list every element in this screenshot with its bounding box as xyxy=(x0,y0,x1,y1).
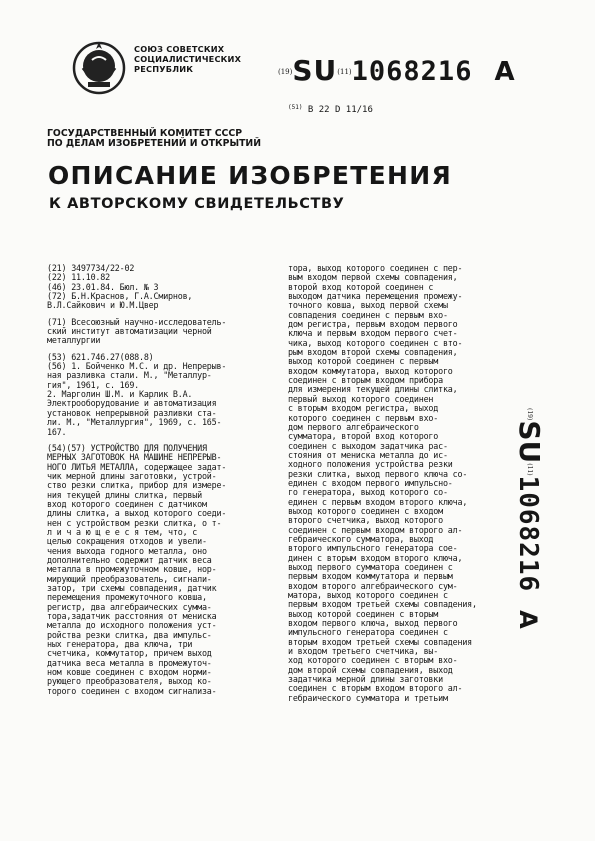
text-line: ство резки слитка, прибор для измере- xyxy=(47,480,227,491)
abstract-text xyxy=(47,444,287,696)
applicant-line: ский институт автоматизации черной xyxy=(47,326,212,337)
text-line: целью сокращения отходов и увели- xyxy=(47,536,207,547)
document-subtitle: К АВТОРСКОМУ СВИДЕТЕЛЬСТВУ xyxy=(49,196,345,212)
text-line: второй вход которой соединен с xyxy=(288,281,434,292)
side-patent-number: 1068216 xyxy=(513,475,543,593)
ussr-emblem-icon xyxy=(70,38,128,96)
claim-text xyxy=(288,264,524,703)
reference-line: ная разливка стали. М., "Металлур- xyxy=(47,370,212,381)
union-line: СОЮЗ СОВЕТСКИХ xyxy=(134,44,225,54)
text-line: ном ковше соединен с входом норми- xyxy=(47,667,212,678)
text-line: и входом третьего счетчика, вы- xyxy=(288,646,439,657)
text-line: единен с первым входом второго ключа, xyxy=(288,496,468,507)
text-line: точного ковша, выход первой схемы xyxy=(288,300,448,311)
text-line: сумматора, второй вход которого xyxy=(288,431,439,442)
text-line: матора, выход которого соединен с xyxy=(288,590,448,601)
text-line: первым входом третьей схемы совпадения, xyxy=(288,599,477,610)
text-line: длины слитка, а выход которого соеди- xyxy=(47,508,227,519)
text-line: выход которого соединен с входом xyxy=(288,505,443,516)
text-line: регистр, два алгебраических сумма- xyxy=(47,601,212,612)
biblio-line: (22) 11.10.82 xyxy=(47,272,110,283)
side-code-11: (11) xyxy=(526,463,533,476)
text-line: выходом датчика перемещения промежу- xyxy=(288,291,463,302)
text-line: дом регистра, первым входом первого xyxy=(288,319,458,330)
text-line: чик мерной длины заготовки, устрой- xyxy=(47,470,217,481)
text-line: счетчика, коммутатор, причем выход xyxy=(47,648,212,659)
reference-line: ли. М., "Металлургия", 1969, с. 165- xyxy=(47,417,222,428)
text-line: второго счетчика, выход которого xyxy=(288,515,443,526)
publication-number xyxy=(278,54,515,87)
kind-code: A xyxy=(494,57,515,87)
text-line: гебраического сумматора, выход xyxy=(288,533,434,544)
text-line: нен с устройством резки слитка, о т- xyxy=(47,517,222,528)
biblio-line: (46) 23.01.84. Бюл. № 3 xyxy=(47,281,159,292)
right-column xyxy=(288,264,524,703)
text-line: первым входом коммутатора и первым xyxy=(288,571,453,582)
text-line: ход которого соединен с вторым вхо- xyxy=(288,655,458,666)
text-line: резки слитка, выход первого ключа со- xyxy=(288,468,468,479)
text-line: с вторым входом регистра, выход xyxy=(288,403,439,414)
reference-line: 2. Марголин Ш.М. и Карлик В.А. xyxy=(47,389,193,400)
text-line: металла в промежуточном ковше, нор- xyxy=(47,564,217,575)
text-line: го генератора, выход которого со- xyxy=(288,487,448,498)
text-line: вым входом первой схемы совпадения, xyxy=(288,272,458,283)
text-line: вход которого соединен с датчиком xyxy=(47,498,207,509)
text-line: (54)(57) УСТРОЙСТВО ДЛЯ ПОЛУЧЕНИЯ xyxy=(47,442,207,453)
committee-line: ПО ДЕЛАМ ИЗОБРЕТЕНИЙ И ОТКРЫТИЙ xyxy=(47,138,261,149)
text-line: затор, три схемы совпадения, датчик xyxy=(47,583,217,593)
reference-line: установок непрерывной разливки ста- xyxy=(47,407,217,418)
text-line: выход которой соединен с вторым xyxy=(288,608,439,619)
text-line: динен с вторым входом второго ключа, xyxy=(288,552,463,563)
side-country-code: SU xyxy=(513,420,546,464)
biblio-line: (72) Б.Н.Краснов, Г.А.Смирнов, xyxy=(47,291,193,302)
text-line: ключа и первым входом первого счет- xyxy=(288,328,458,339)
text-line: л и ч а ю щ е е с я тем, что, с xyxy=(47,526,198,537)
text-line: соединен с выходом задатчика рас- xyxy=(288,440,448,451)
reference-line: гия", 1961, с. 169. xyxy=(47,379,140,390)
union-name xyxy=(134,44,241,74)
text-line: ных генератора, два ключа, три xyxy=(47,639,193,650)
country-code: SU xyxy=(292,54,338,87)
code-19: (19) xyxy=(278,68,293,76)
text-line: МЕРНЫХ ЗАГОТОВОК НА МАШИНЕ НЕПРЕРЫВ- xyxy=(47,452,222,463)
text-line: единен с входом первого импульсно- xyxy=(288,477,453,488)
patent-number: 1068216 xyxy=(351,56,473,87)
side-kind-code: A xyxy=(514,610,542,629)
text-line: датчика веса металла в промежуточ- xyxy=(47,657,212,668)
left-column xyxy=(47,264,287,696)
document-title: ОПИСАНИЕ ИЗОБРЕТЕНИЯ xyxy=(48,161,453,190)
text-line: стояния от мениска металла до ис- xyxy=(288,449,448,460)
text-line: входом второго алгебраического сум- xyxy=(288,580,458,591)
ipc-classification xyxy=(288,104,373,115)
text-line: перемещения промежуточного ковша, xyxy=(47,592,207,603)
biblio-line: (21) 3497734/22-02 xyxy=(47,263,135,273)
text-line: которого соединен с первым вхо- xyxy=(288,412,439,423)
text-line: тора,задатчик расстояния от мениска xyxy=(47,611,217,622)
text-line: для измерения текущей длины слитка, xyxy=(288,384,458,395)
side-publication-number xyxy=(510,408,546,688)
committee-name xyxy=(47,129,261,149)
union-line: РЕСПУБЛИК xyxy=(134,64,194,74)
applicant-line: металлургии xyxy=(47,335,101,346)
text-line: дополнительно содержит датчик веса xyxy=(47,554,212,565)
text-line: соединен с вторым входом второго ал- xyxy=(288,683,463,694)
ipc-value: В 22 D 11/16 xyxy=(307,105,373,115)
code-11: (11) xyxy=(337,68,352,76)
union-line: СОЦИАЛИСТИЧЕСКИХ xyxy=(134,54,242,64)
text-line: торого соединен с входом сигнализа- xyxy=(47,685,217,696)
text-line: гебраического сумматора и третьим xyxy=(288,692,448,703)
reference-line: 167. xyxy=(47,426,67,437)
side-code-19: (19) xyxy=(526,408,533,421)
text-line: выход первого сумматора соединен с xyxy=(288,562,453,572)
text-line: рым входом второй схемы совпадения, xyxy=(288,347,458,358)
text-line: металла до исходного положения уст- xyxy=(47,620,217,631)
text-line: чика, выход которого соединен с вто- xyxy=(288,337,463,348)
text-line: выход которой соединен с первым xyxy=(288,356,439,367)
text-line: соединен с вторым входом прибора xyxy=(288,375,443,386)
text-line: ройства резки слитка, два импульс- xyxy=(47,629,212,640)
text-line: тора, выход которого соединен с пер- xyxy=(288,263,463,273)
text-line: мирующий преобразователь, сигнали- xyxy=(47,573,212,584)
text-line: соединен с первым входом второго ал- xyxy=(288,524,463,535)
text-line: чения выхода годного металла, оно xyxy=(47,545,207,556)
committee-line: ГОСУДАРСТВЕННЫЙ КОМИТЕТ СССР xyxy=(47,128,243,139)
reference-line: (56) 1. Бойченко М.С. и др. Непрерыв- xyxy=(47,361,227,372)
text-line: совпадения соединен с первым вхо- xyxy=(288,309,448,320)
text-line: рующего преобразователя, выход ко- xyxy=(47,676,212,687)
text-line: ния текущей длины слитка, первый xyxy=(47,489,202,500)
text-line: первый выход которого соединен xyxy=(288,393,434,404)
reference-line: (53) 621.746.27(088.8) xyxy=(47,351,154,362)
text-line: ходного положения устройства резки xyxy=(288,459,453,470)
text-line: дом первого алгебраического xyxy=(288,421,419,432)
reference-line: Электрооборудование и автоматизация xyxy=(47,398,217,409)
applicant-line: (71) Всесоюзный научно-исследователь- xyxy=(47,316,227,327)
text-line: второго импульсного генератора сое- xyxy=(288,543,458,554)
text-line: входом первого ключа, выход первого xyxy=(288,618,458,629)
biblio-line: В.Л.Сайкович и Ю.М.Цвер xyxy=(47,300,159,311)
text-line: задатчика мерной длины заготовки xyxy=(288,674,443,685)
text-line: НОГО ЛИТЬЯ МЕТАЛЛА, содержащее задат- xyxy=(47,461,227,472)
text-line: вторым входом третьей схемы совпадения xyxy=(288,636,473,647)
text-line: импульсного генератора соединен с xyxy=(288,627,448,638)
text-line: входом коммутатора, выход которого xyxy=(288,365,453,376)
text-line: дом второй схемы совпадения, выход xyxy=(288,664,453,675)
ipc-code: (51) xyxy=(288,104,303,111)
